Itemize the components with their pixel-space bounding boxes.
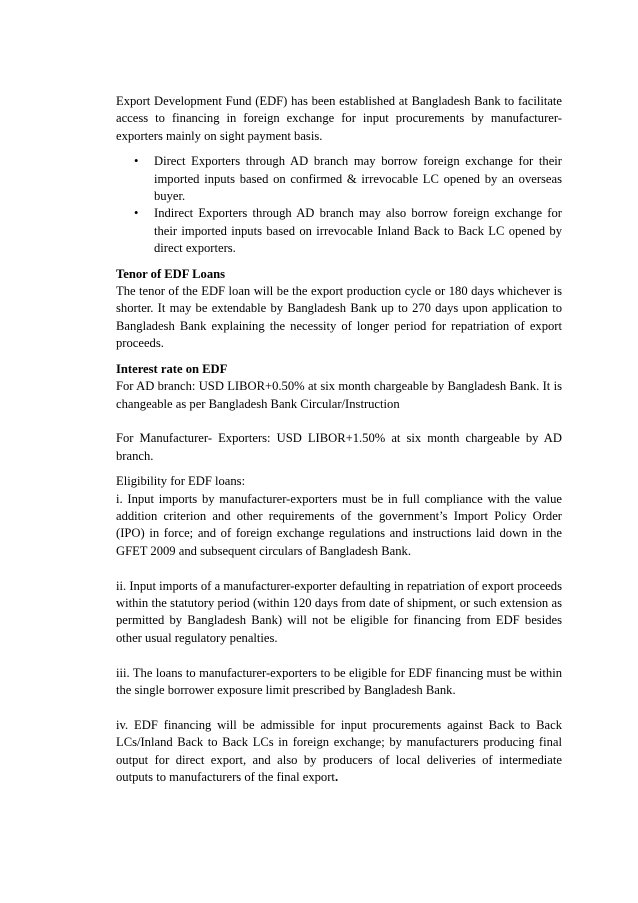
eligibility-item-4-period: .: [334, 769, 339, 784]
bullet-text: Direct Exporters through AD branch may borrow foreign exchange for their imported inputs based on confirmed & irrevocable LC opened by an overseas buyer.: [154, 154, 562, 204]
eligibility-heading: Eligibility for EDF loans:: [116, 474, 246, 489]
interest-manufacturer-paragraph: For Manufacturer- Exporters: USD LIBOR+1.50% at six month chargeable by AD branch.: [116, 431, 562, 463]
bullet-icon: •: [134, 154, 139, 169]
tenor-heading: Tenor of EDF Loans: [116, 266, 226, 281]
exporter-bullet-list: [116, 153, 562, 257]
eligibility-item-4: [116, 717, 562, 787]
interest-ad-branch-paragraph: For AD branch: USD LIBOR+0.50% at six month chargeable by Bangladesh Bank. It is changeable as per Bangladesh Bank Circular/Instruction: [116, 379, 562, 411]
bullet-icon: •: [134, 206, 139, 221]
bullet-text: Indirect Exporters through AD branch may also borrow foreign exchange for their imported inputs based on irrevocable Inland Back to Back LC opened by direct exporters.: [154, 206, 562, 256]
eligibility-item-3: iii. The loans to manufacturer-exporters to be eligible for EDF financing must be within the single borrower exposure limit prescribed by Bangladesh Bank.: [116, 665, 562, 697]
eligibility-item-1: i. Input imports by manufacturer-exporters must be in full compliance with the value addition criterion and other requirements of the government’s Import Policy Order (IPO) in force; and of foreign exchange regulations and instructions laid down in the GFET 2009 and subsequent circulars of Bangladesh Bank.: [116, 491, 562, 558]
eligibility-item-4-text: iv. EDF financing will be admissible for input procurements against Back to Back LCs/Inland Back to Back LCs in foreign exchange; by manufacturers producing final output for direct export, and also by producers of local deliveries of intermediate outputs to manufacturers of the final export: [116, 717, 562, 784]
interest-heading: Interest rate on EDF: [116, 361, 228, 376]
bullet-item-direct: [134, 153, 562, 205]
tenor-paragraph: The tenor of the EDF loan will be the export production cycle or 180 days whichever is shorter. It may be extendable by Bangladesh Bank up to 270 days upon application to Bangladesh Bank explaining the necessity of longer period for repatriation of export proceeds.: [116, 284, 562, 351]
intro-paragraph: Export Development Fund (EDF) has been established at Bangladesh Bank to facilitate access to financing in foreign exchange for input procurements by manufacturer-exporters mainly on sight payment basis.: [116, 94, 562, 143]
bullet-item-indirect: [134, 205, 562, 257]
document-page: [116, 93, 562, 786]
eligibility-item-2: ii. Input imports of a manufacturer-exporter defaulting in repatriation of export proceeds within the statutory period (within 120 days from date of shipment, or such extension as permitted by Bangladesh Bank) will not be eligible for financing from EDF besides other usual regulatory penalties.: [116, 578, 562, 645]
